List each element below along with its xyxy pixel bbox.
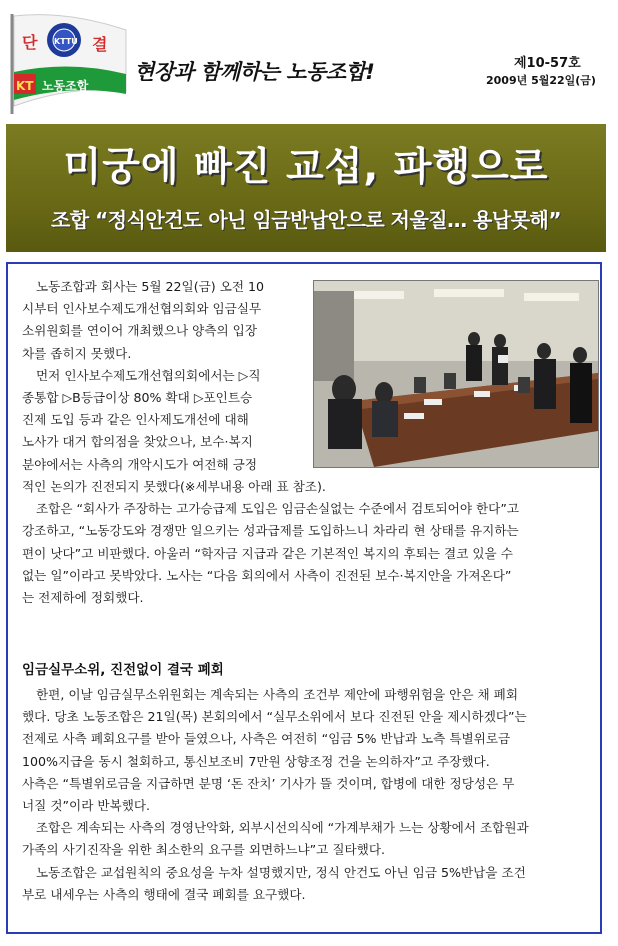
article-body-2 xyxy=(22,684,594,906)
body-line: 했다. 당초 노동조합은 21일(목) 본회의에서 “실무소위에서 보다 진전된 안을 제시하겠다”는 xyxy=(22,709,527,725)
intro-line: 진제 도입 등과 같은 인사제도개선에 대해 xyxy=(22,412,249,428)
intro-line: 노동조합과 회사는 5월 22일(금) 오전 10 xyxy=(36,279,265,294)
body-line: 가족의 사기진작을 위한 최소한의 요구를 외면하느냐”고 질타했다. xyxy=(22,842,386,858)
title-banner xyxy=(6,124,606,252)
body-line: 노동조합은 교섭원칙의 중요성을 누차 설명했지만, 정식 안건도 아닌 임금 5%반납을 조건 xyxy=(36,864,526,880)
body-line: 강조하고, “노동강도와 경쟁만 일으키는 성과급제를 도입하느니 차라리 현 상태를 유지하는 xyxy=(22,523,519,539)
intro-line: 소위원회를 연이어 개최했으나 양측의 입장 xyxy=(22,323,257,339)
body-line: 적인 논의가 진전되지 못했다(※세부내용 아래 표 참조). xyxy=(22,479,326,494)
union-flag-logo xyxy=(6,10,130,114)
intro-line: 먼저 인사보수제도개선협의회에서는 ▷직 xyxy=(36,367,261,383)
svg-text:결: 결 xyxy=(92,35,108,54)
article-body-1 xyxy=(22,476,594,609)
body-line: 한편, 이날 임금실무소위원회는 계속되는 사측의 조건부 제안에 파행위험을 안은 채 폐회 xyxy=(36,687,518,702)
body-line: 사측은 “특별위로금을 지급하면 분명 ‘돈 잔치’ 기사가 뜰 것이며, 합병에 대한 정당성은 무 xyxy=(22,775,515,791)
article-box xyxy=(6,262,602,934)
section-subheading: 임금실무소위, 진전없이 결국 폐회 xyxy=(22,662,224,678)
body-line: 전제로 사측 폐회요구를 받아 들였으나, 사측은 여전히 “임금 5% 반납과 노측 특별위로금 xyxy=(22,731,511,747)
meeting-room-photo xyxy=(313,280,599,468)
intro-line: 시부터 인사보수제도개선협의회와 임금실무 xyxy=(22,301,262,317)
flag-emblem-text: KTTU xyxy=(54,37,78,46)
body-line: 는 전제하에 정회했다. xyxy=(22,590,144,606)
svg-text:KT: KT xyxy=(16,79,34,93)
body-line: 부로 내세우는 사측의 행태에 결국 폐회를 요구했다. xyxy=(22,886,306,902)
svg-text:노동조합: 노동조합 xyxy=(42,79,89,93)
article-intro xyxy=(22,276,308,476)
issue-date: 2009년 5월22일(금) xyxy=(486,74,596,87)
body-line: 100%지급을 동시 철회하고, 통신보조비 7만원 상향조정 건을 논의하자”고 주장했다. xyxy=(22,753,490,769)
issue-number: 제10-57호 xyxy=(514,56,581,71)
header-slogan: 현장과 함께하는 노동조합! xyxy=(134,60,375,84)
body-line: 없는 일”이라고 못박았다. 노사는 “다음 회의에서 사측이 진전된 보수·복지안을 가져온다” xyxy=(22,567,512,583)
body-line: 너질 것”이라 반복했다. xyxy=(22,798,151,814)
intro-line: 분야에서는 사측의 개악시도가 여전해 긍정 xyxy=(22,456,257,472)
intro-line: 차를 좁히지 못했다. xyxy=(22,345,132,361)
intro-line: 종통합 ▷B등급이상 80% 확대 ▷포인트승 xyxy=(22,390,253,406)
intro-line: 노사가 대거 합의점을 찾았으나, 보수·복지 xyxy=(22,434,253,450)
body-line: 편이 낫다”고 비판했다. 아울러 “학자금 지급과 같은 기본적인 복지의 후퇴는 결코 있을 수 xyxy=(22,545,513,561)
body-line: 조합은 계속되는 사측의 경영난악화, 외부시선의식에 “가계부채가 느는 상황에서 조합원과 xyxy=(36,820,529,836)
newsletter-header xyxy=(0,0,618,118)
svg-text:단: 단 xyxy=(22,33,38,52)
subheadline: 조합 “정식안건도 아닌 임금반납안으로 저울질… 용납못해” xyxy=(51,208,561,232)
body-line: 조합은 “회사가 주장하는 고가승급제 도입은 임금손실없는 수준에서 검토되어야 한다”고 xyxy=(36,501,520,517)
headline: 미궁에 빠진 교섭, 파행으로 xyxy=(63,145,549,190)
